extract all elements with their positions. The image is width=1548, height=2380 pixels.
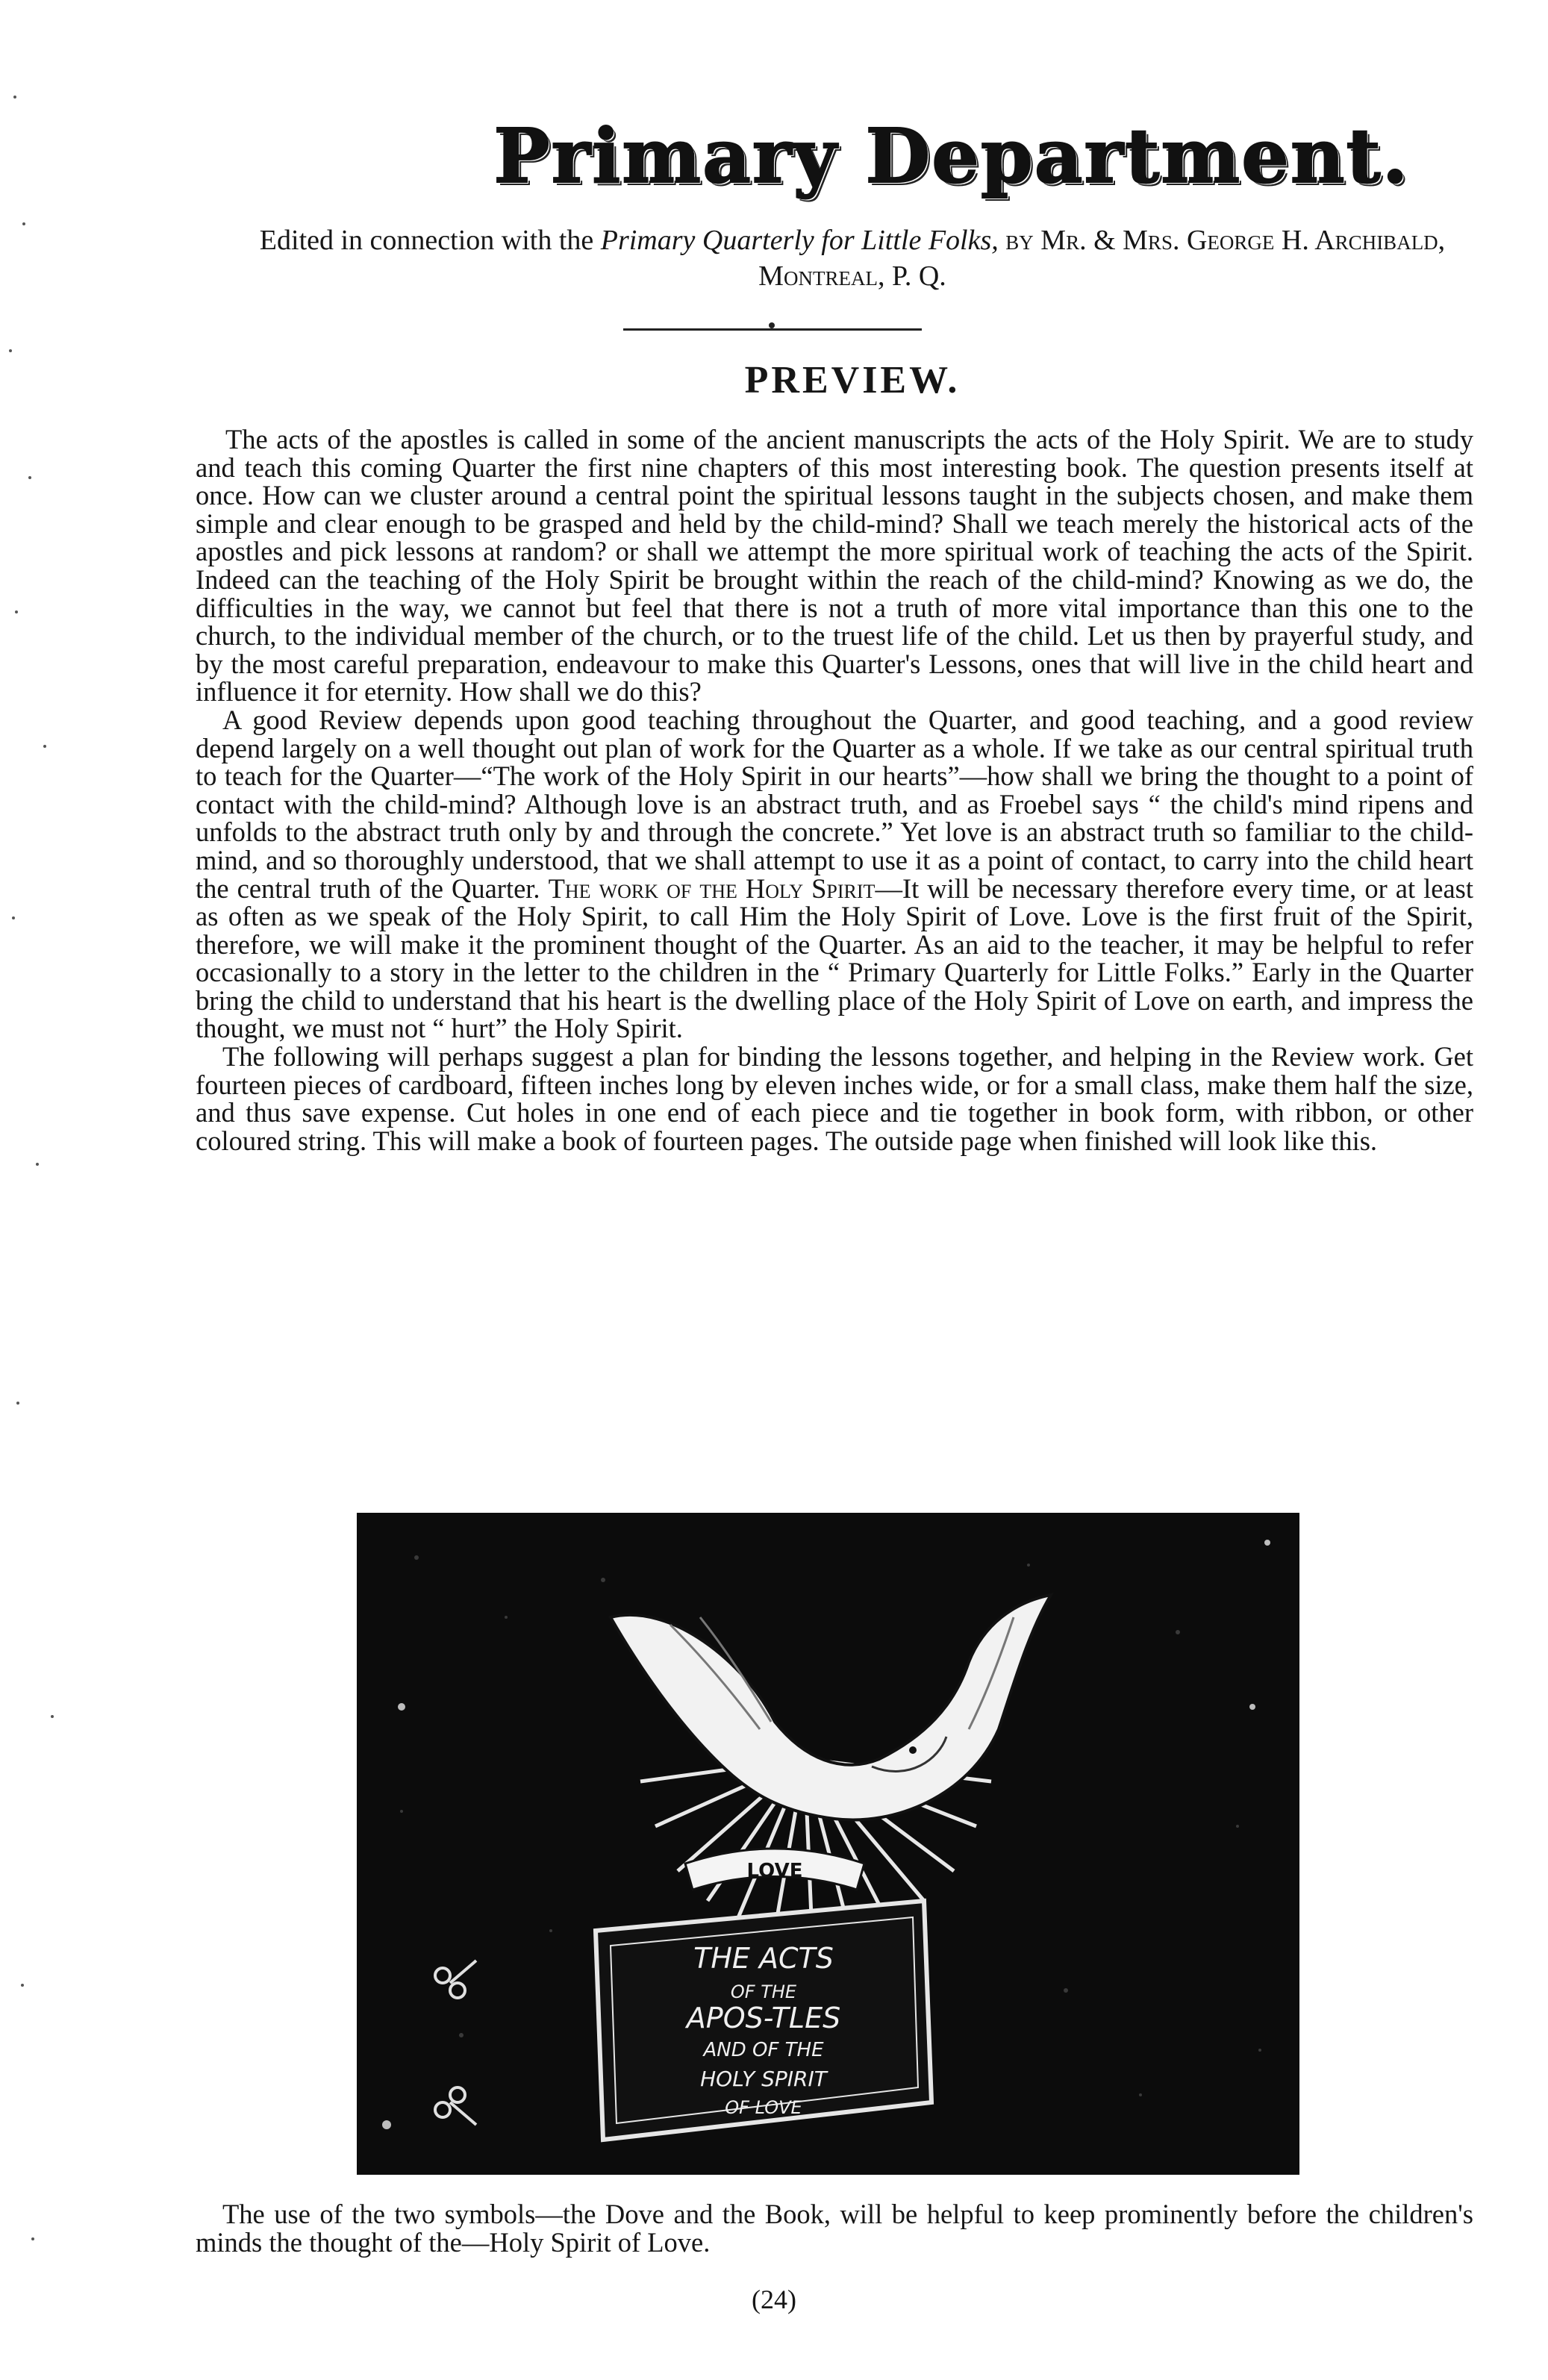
dove-icon xyxy=(611,1595,1051,1820)
byline-part1: Edited in connection with the xyxy=(259,225,601,256)
illustration-svg xyxy=(357,1513,1299,2175)
book-line-1: THE ACTS xyxy=(693,1942,834,1975)
paragraph-2 xyxy=(196,706,1473,1043)
scissors-icon xyxy=(435,1961,476,2125)
byline-part2: by Mr. & Mrs. George H. Archibald, Montreal, P. Q. xyxy=(758,225,1446,292)
illustration-caption xyxy=(196,2200,1473,2257)
byline xyxy=(218,222,1487,294)
paragraph-1: The acts of the apostles is called in some of the ancient manuscripts the acts of the Holy Spirit. We are to study and teach this coming Quarter the first nine chapters of this most interesting book. The question presents itself at once. How can we cluster around a central point the spiritual lessons taught in the subjects chosen, and make them simple and clear enough to be grasped and held by the child-mind? Shall we teach merely the historical acts of the apostles and pick lessons at random? or shall we attempt the more spiritual work of teaching the acts of the Spirit. Indeed can the teaching of the Holy Spirit be brought within the reach of the child-mind? Knowing as we do, the difficulties in the way, we cannot but feel that there is not a truth of more vital importance than this one to the church, to the individual member of the church, or to the truest life of the child. Let us then by prayerful study, and by the most careful preparation, endeavour to make this Quarter's Lessons, ones that will live in the child heart and influence it for eternity. How shall we do this? xyxy=(196,424,1473,708)
book-line-5: HOLY SPIRIT xyxy=(700,2067,827,2091)
love-ribbon xyxy=(685,1849,864,1890)
divider-rule xyxy=(623,328,922,331)
paragraph-2-smallcaps: The work of the Holy Spirit xyxy=(548,872,876,904)
paragraph-3: The following will perhaps suggest a plan for binding the lessons together, and helping in the Review work. Get fourteen pieces of cardboard, fifteen inches long by eleven inches wide, or for a small class, make them half the size, and thus save expense. Cut holes in one end of each piece and tie together in book form, with ribbon, or other coloured string. This will make a book of fourteen pages. The outside page when finished will look like this. xyxy=(196,1041,1473,1156)
caption-text: The use of the two symbols—the Dove and the Book, will be helpful to keep prominently before the children's minds the thought of the—Holy Spirit of Love. xyxy=(196,2199,1473,2258)
book-icon xyxy=(596,1901,931,2140)
page-heading: Primary Department. xyxy=(493,112,1410,200)
book-line-6: OF LOVE xyxy=(725,2097,802,2118)
section-title: PREVIEW. xyxy=(744,359,961,402)
book-line-4: AND OF THE xyxy=(703,2039,824,2061)
divider-dot xyxy=(769,322,775,328)
dove-and-book-illustration xyxy=(357,1513,1299,2175)
book-line-3: APOS-TLES xyxy=(686,2002,841,2034)
ribbon-label: LOVE xyxy=(746,1860,803,1882)
paragraph-2-text: A good Review depends upon good teaching throughout the Quarter, and good teaching, and a good review depend largely on a well thought out plan of work for the Quarter as a whole. If we take as our central spiritual truth to teach for the Quarter—“The work of the Holy Spirit in our hearts”—how shall we bring the thought to a point of contact with the child-mind? Although love is an abstract truth, and as Froebel says “ the child's mind ripens and unfolds to the abstract truth only by and through the concrete.” Yet love is an abstract truth so familiar to the child-mind, and so thoroughly understood, that we shall attempt to use it as a point of contact, to carry into the child heart the central truth of the Quarter. xyxy=(196,704,1473,904)
byline-italic: Primary Quarterly for Little Folks, xyxy=(600,225,999,256)
paragraph-2-tail: —It will be necessary therefore every time, or at least as often as we speak of the Holy Spirit, to call Him the Holy Spirit of Love. Love is the first fruit of the Spirit, therefore, we will make it the prominent thought of the Quarter. As an aid to the teacher, it may be helpful to refer occasionally to a story in the letter to the children in the “ Primary Quarterly for Little Folks.” Early in the Quarter bring the child to understand that his heart is the dwelling place of the Holy Spirit of Love on earth, and impress the thought, we must not “ hurt” the Holy Spirit. xyxy=(196,872,1474,1044)
article-body xyxy=(196,425,1473,1155)
page-number: (24) xyxy=(752,2284,796,2314)
book-line-2: OF THE xyxy=(730,1981,797,2002)
margin-speckle xyxy=(0,0,90,2380)
